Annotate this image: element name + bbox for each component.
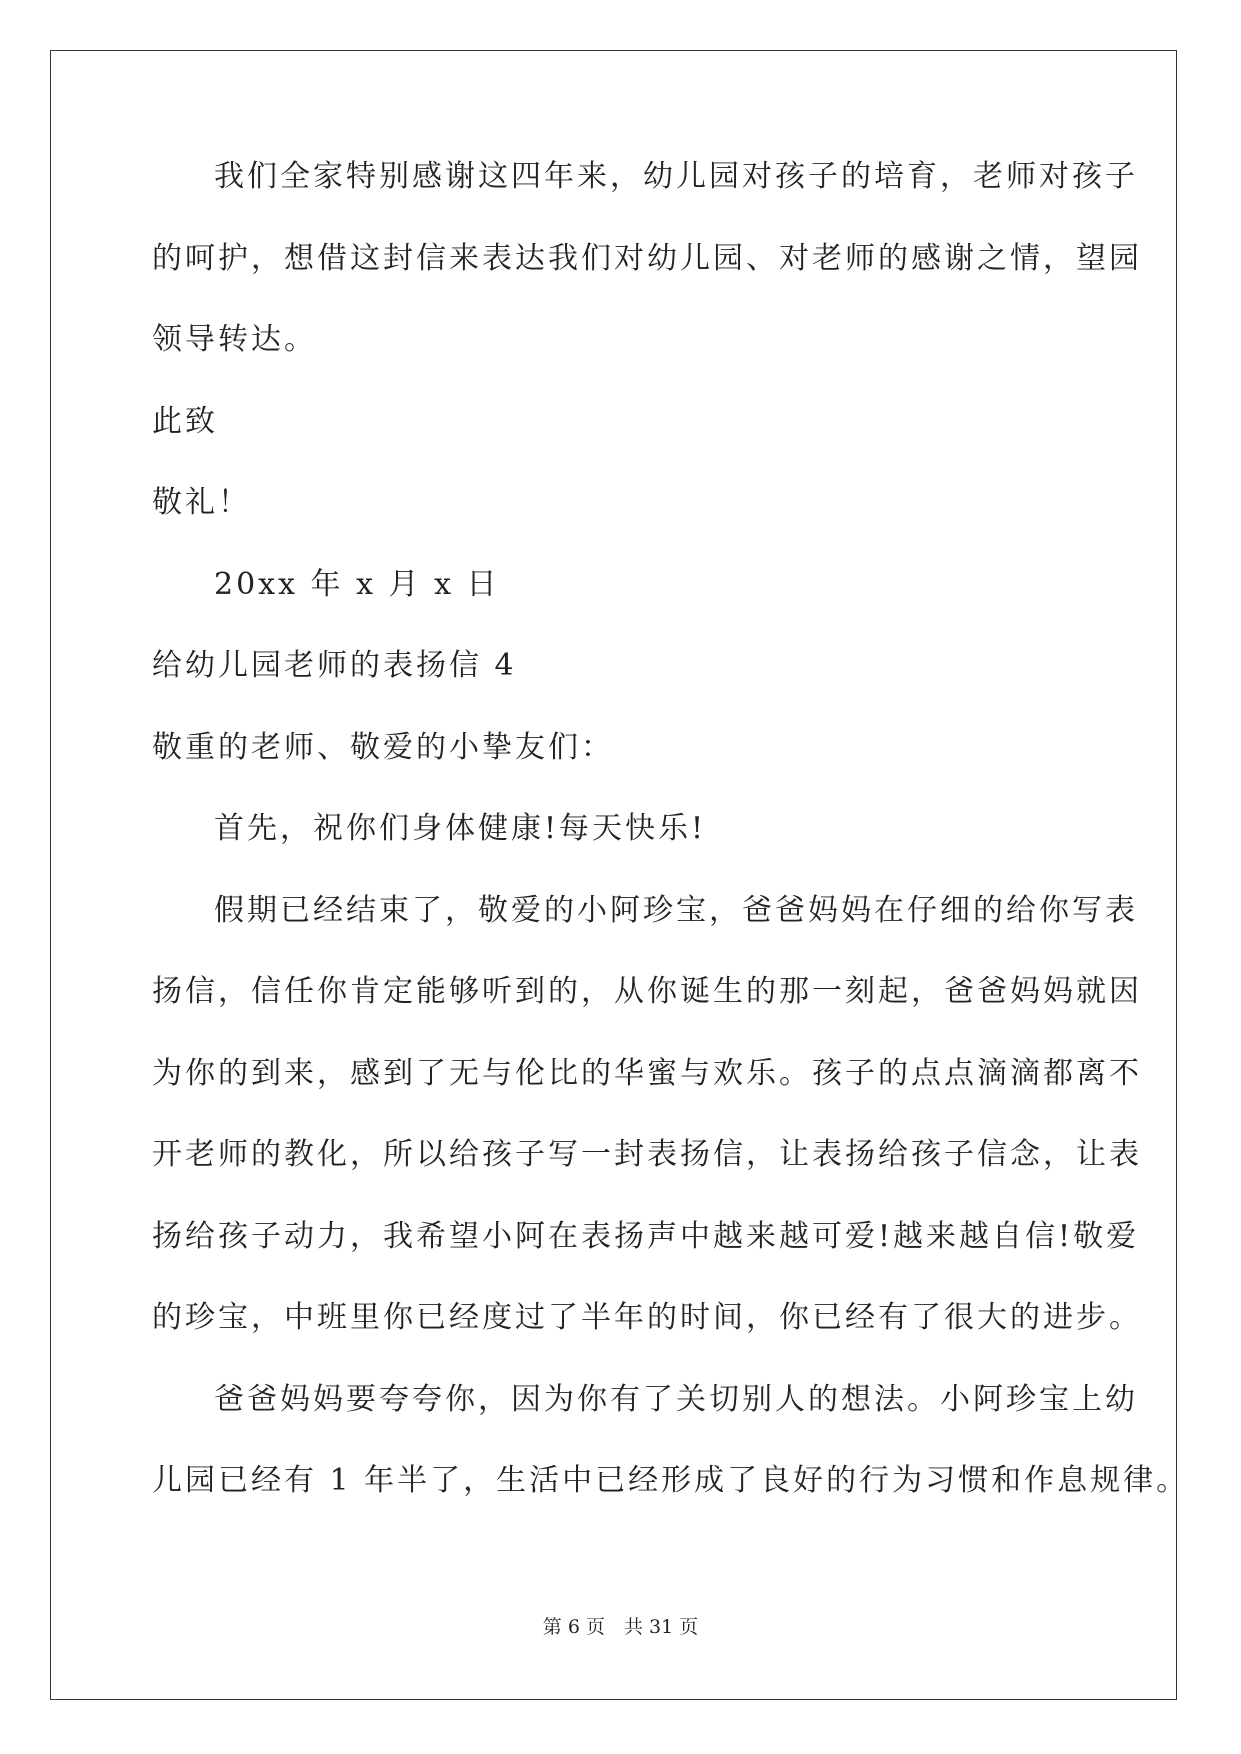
letter-body <box>152 159 1190 1546</box>
section-title: 给幼儿园老师的表扬信 4 <box>152 648 517 683</box>
letter-greeting: 敬重的老师、敬爱的小挚友们： <box>152 729 614 765</box>
paragraph-line: 首先，祝你们身体健康!每天快乐! <box>214 811 707 846</box>
paragraph-line: 假期已经结束了，敬爱的小阿珍宝，爸爸妈妈在仔细的给你写表 <box>214 892 1138 928</box>
paragraph-line: 儿园已经有 1 年半了，生活中已经形成了良好的行为习惯和作息规律。 <box>152 1463 1190 1498</box>
closing-salutation: 此致 <box>152 403 218 439</box>
letter-date: 20xx 年 x 月 x 日 <box>214 566 500 602</box>
paragraph-line: 扬信，信任你肯定能够听到的，从你诞生的那一刻起，爸爸妈妈就因 <box>152 974 1142 1009</box>
paragraph-line: 领导转达。 <box>152 322 317 357</box>
paragraph-line: 的珍宝，中班里你已经度过了半年的时间，你已经有了很大的进步。 <box>152 1300 1142 1335</box>
paragraph-line: 的呵护，想借这封信来表达我们对幼儿园、对老师的感谢之情，望园 <box>152 240 1142 276</box>
page-number-footer: 第 6 页 共 31 页 <box>542 1616 699 1638</box>
paragraph-line: 爸爸妈妈要夸夸你，因为你有了关切别人的想法。小阿珍宝上幼 <box>214 1381 1138 1417</box>
paragraph-line: 我们全家特别感谢这四年来，幼儿园对孩子的培育，老师对孩子 <box>214 159 1138 194</box>
paragraph-line: 开老师的教化，所以给孩子写一封表扬信，让表扬给孩子信念，让表 <box>152 1137 1142 1172</box>
closing-regards: 敬礼！ <box>152 485 251 520</box>
paragraph-line: 为你的到来，感到了无与伦比的华蜜与欢乐。孩子的点点滴滴都离不 <box>152 1055 1142 1091</box>
paragraph-line: 扬给孩子动力，我希望小阿在表扬声中越来越可爱!越来越自信!敬爱 <box>152 1218 1140 1254</box>
